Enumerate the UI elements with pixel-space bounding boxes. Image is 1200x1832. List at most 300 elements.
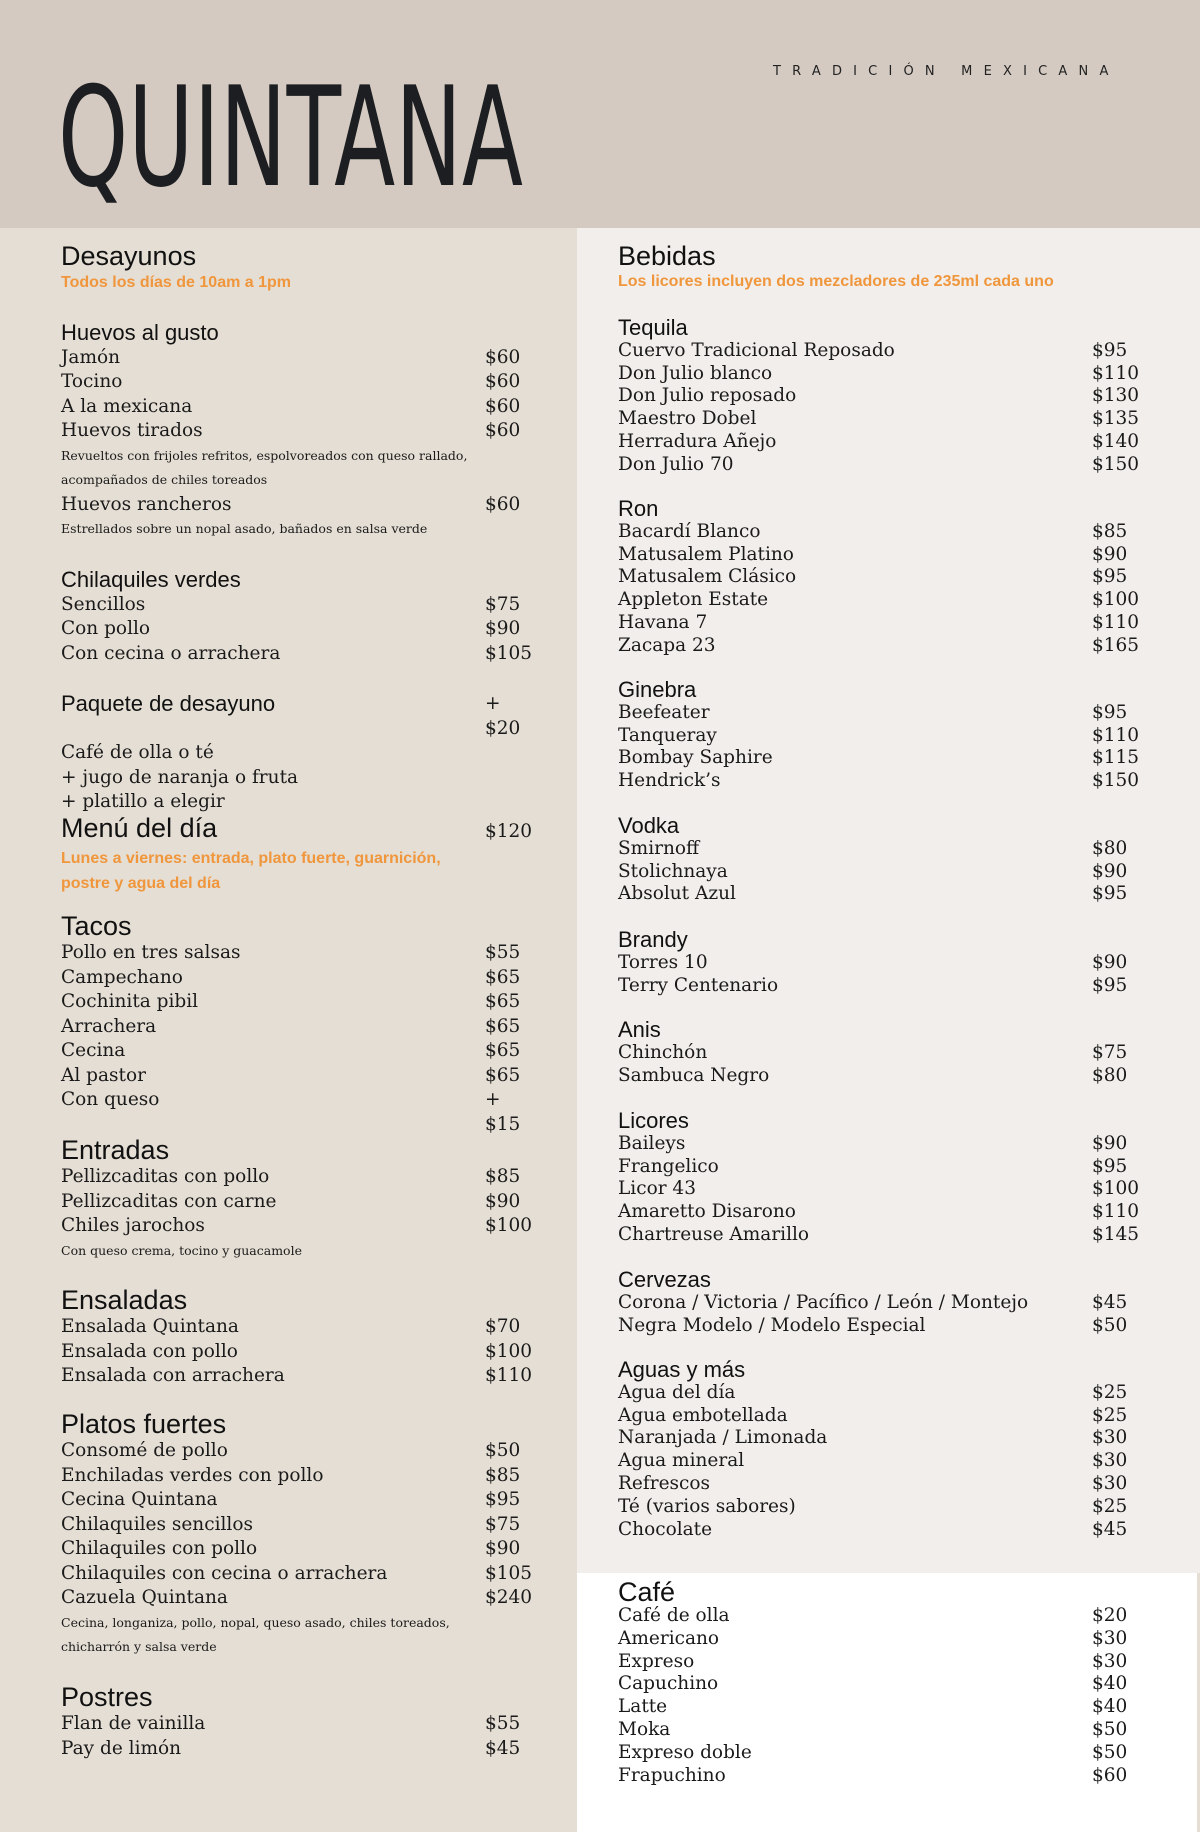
menu-item xyxy=(618,952,1138,975)
item-name: + platillo a elegir xyxy=(61,791,225,812)
item-name: Smirnoff xyxy=(618,837,700,859)
group-heading-row xyxy=(618,1269,1138,1292)
menu-item xyxy=(61,1039,541,1064)
item-name: Ensalada con arrachera xyxy=(61,1365,285,1386)
item-name: Pay de limón xyxy=(61,1737,182,1759)
item-name: Enchiladas verdes con pollo xyxy=(61,1464,324,1486)
menu-item xyxy=(618,521,1138,544)
group-heading-row xyxy=(618,815,1138,838)
menu-item xyxy=(618,1315,1138,1338)
item-name: Maestro Dobel xyxy=(618,408,757,430)
item-name: Don Julio reposado xyxy=(618,385,797,407)
menu-item xyxy=(61,1214,541,1239)
menu-item xyxy=(618,725,1138,748)
item-price: $50 xyxy=(1092,1741,1128,1763)
item-name: Latte xyxy=(618,1696,668,1718)
menu-item xyxy=(61,1586,541,1611)
menu-item xyxy=(61,1088,541,1137)
group-heading-row xyxy=(618,679,1138,702)
item-name: Té (varios sabores) xyxy=(618,1495,796,1517)
group-heading: Vodka xyxy=(618,813,680,838)
item-price: + $15 xyxy=(485,1089,521,1135)
item-name: Moka xyxy=(618,1718,671,1740)
item-name: Cazuela Quintana xyxy=(61,1587,228,1608)
item-price: $85 xyxy=(485,1166,521,1187)
menu-item xyxy=(618,1628,1138,1651)
item-price: $75 xyxy=(1092,1041,1128,1063)
item-price: $140 xyxy=(1092,430,1140,452)
item-name: Frapuchino xyxy=(618,1764,726,1786)
item-price: $80 xyxy=(1092,1064,1128,1086)
item-price: $30 xyxy=(1092,1450,1128,1472)
item-name: Zacapa 23 xyxy=(618,634,716,656)
menu-item xyxy=(61,1712,541,1737)
section-title: Entradas xyxy=(61,1135,170,1165)
section-title-row xyxy=(618,241,1138,271)
section-title-row xyxy=(61,1682,541,1712)
item-price: $100 xyxy=(1092,1178,1140,1200)
item-name: Tanqueray xyxy=(618,724,717,746)
menu-item xyxy=(618,566,1138,589)
menu-item xyxy=(618,770,1138,793)
item-name: Bacardí Blanco xyxy=(618,520,761,542)
menu-item xyxy=(618,861,1138,884)
group-heading: Aguas y más xyxy=(618,1357,746,1382)
item-price: $30 xyxy=(1092,1427,1128,1449)
item-price: $95 xyxy=(1092,339,1128,361)
menu-item xyxy=(618,1405,1138,1428)
item-name: Café de olla xyxy=(618,1605,730,1626)
menu-section xyxy=(618,679,1138,793)
menu-item xyxy=(618,544,1138,567)
menu-item xyxy=(618,1450,1138,1473)
section-title: Platos fuertes xyxy=(61,1409,227,1439)
menu-item xyxy=(61,1488,541,1513)
item-name: Baileys xyxy=(618,1132,686,1154)
section-title: Tacos xyxy=(61,911,132,941)
item-price: $45 xyxy=(1092,1291,1128,1313)
item-price: $40 xyxy=(1092,1696,1128,1718)
menu-section xyxy=(61,1409,541,1660)
menu-item xyxy=(61,990,541,1015)
item-price: $65 xyxy=(485,966,521,988)
menu-item xyxy=(61,790,541,815)
item-price: $60 xyxy=(1092,1764,1128,1786)
item-price: $130 xyxy=(1092,385,1140,407)
menu-item xyxy=(61,1537,541,1562)
item-name: Stolichnaya xyxy=(618,860,728,882)
menu-item xyxy=(618,702,1138,725)
item-price: $90 xyxy=(1092,860,1128,882)
item-price: $135 xyxy=(1092,408,1140,430)
item-name: Agua del día xyxy=(618,1381,736,1403)
menu-section xyxy=(61,911,541,1137)
item-price: $80 xyxy=(1092,837,1128,859)
menu-item xyxy=(61,1165,541,1190)
group-heading: Paquete de desayuno xyxy=(61,691,276,716)
menu-item xyxy=(618,1765,1138,1788)
item-price: $60 xyxy=(485,395,521,417)
group-heading: Licores xyxy=(618,1108,689,1133)
item-price: $90 xyxy=(485,618,521,639)
group-heading: Tequila xyxy=(618,315,688,340)
menu-item xyxy=(618,1605,1138,1628)
group-heading: Cervezas xyxy=(618,1267,711,1292)
group-heading-row xyxy=(618,1110,1138,1133)
item-name: Cecina xyxy=(61,1040,126,1061)
item-name: Torres 10 xyxy=(618,951,708,973)
item-price: $60 xyxy=(485,493,521,515)
item-price: $165 xyxy=(1092,634,1140,656)
item-price: $85 xyxy=(485,1464,521,1486)
item-price: $105 xyxy=(485,1562,533,1584)
item-price: $45 xyxy=(1092,1518,1128,1540)
menu-item xyxy=(618,1473,1138,1496)
item-name: Americano xyxy=(618,1627,720,1649)
svg-text:QUINTANA: QUINTANA xyxy=(58,57,523,218)
item-price: $30 xyxy=(1092,1472,1128,1494)
item-price: $65 xyxy=(485,1064,521,1086)
item-name: Chinchón xyxy=(618,1041,708,1063)
item-name: Sambuca Negro xyxy=(618,1064,770,1086)
item-name: Appleton Estate xyxy=(618,589,769,611)
item-price: $55 xyxy=(485,942,521,963)
item-price: $85 xyxy=(1092,520,1128,542)
group-heading: Brandy xyxy=(618,927,688,952)
menu-item xyxy=(61,741,541,766)
item-name: Cecina Quintana xyxy=(61,1489,218,1510)
menu-item xyxy=(61,493,541,518)
menu-section xyxy=(618,1579,1138,1787)
item-name: Herradura Añejo xyxy=(618,430,777,452)
item-name: Ensalada con pollo xyxy=(61,1340,238,1362)
section-note: Lunes a viernes: entrada, plato fuerte, guarnición, xyxy=(61,850,441,867)
menu-item xyxy=(61,346,541,371)
item-description: Estrellados sobre un nopal asado, bañados en salsa verde xyxy=(61,521,428,536)
item-price: $30 xyxy=(1092,1627,1128,1649)
section-title: Bebidas xyxy=(618,241,716,271)
item-price: $75 xyxy=(485,1513,521,1535)
menu-item xyxy=(61,1064,541,1089)
menu-section xyxy=(618,1110,1138,1247)
menu-section xyxy=(61,321,541,542)
item-name: Campechano xyxy=(61,966,183,988)
item-name: Tocino xyxy=(61,371,123,392)
item-price: $25 xyxy=(1092,1381,1128,1403)
menu-section xyxy=(618,1019,1138,1087)
menu-item xyxy=(618,1156,1138,1179)
menu-item xyxy=(618,612,1138,635)
item-name: Naranjada / Limonada xyxy=(618,1427,828,1449)
group-heading: Huevos al gusto xyxy=(61,320,219,345)
item-name: Huevos tirados xyxy=(61,420,203,441)
menu-item xyxy=(61,966,541,991)
menu-item xyxy=(618,1178,1138,1201)
menu-item xyxy=(61,1737,541,1762)
menu-item xyxy=(618,1292,1138,1315)
item-name: Con queso xyxy=(61,1089,160,1110)
item-name: Beefeater xyxy=(618,701,710,723)
item-price: $30 xyxy=(1092,1650,1128,1672)
item-price: $90 xyxy=(485,1190,521,1212)
item-price: $65 xyxy=(485,991,521,1012)
item-price: $150 xyxy=(1092,770,1140,792)
item-price: $90 xyxy=(1092,951,1128,973)
item-price: $95 xyxy=(1092,701,1128,723)
item-price: $90 xyxy=(1092,1132,1128,1154)
item-price: $65 xyxy=(485,1015,521,1037)
group-heading-row xyxy=(618,498,1138,521)
group-heading: Chilaquiles verdes xyxy=(61,567,241,592)
item-name: Amaretto Disarono xyxy=(618,1201,796,1223)
header xyxy=(0,0,1200,228)
menu-item xyxy=(61,1364,541,1389)
item-name: + jugo de naranja o fruta xyxy=(61,766,299,788)
item-price: $40 xyxy=(1092,1673,1128,1695)
item-name: Cuervo Tradicional Reposado xyxy=(618,339,895,361)
item-price: $55 xyxy=(485,1713,521,1734)
menu-item xyxy=(618,1673,1138,1696)
item-description: Cecina, longaniza, pollo, nopal, queso asado, chiles toreados, chicharrón y salsa verde xyxy=(61,1614,450,1654)
item-price: $25 xyxy=(1092,1404,1128,1426)
item-name: Ensalada Quintana xyxy=(61,1316,239,1337)
menu-item xyxy=(618,1042,1138,1065)
item-name: Huevos rancheros xyxy=(61,493,232,515)
item-price: $60 xyxy=(485,420,521,441)
item-name: Corona / Victoria / Pacífico / León / Montejo xyxy=(618,1291,1029,1313)
menu-item xyxy=(618,1496,1138,1519)
group-heading-row xyxy=(618,929,1138,952)
item-price: $240 xyxy=(485,1587,533,1608)
item-name: Don Julio 70 xyxy=(618,453,734,475)
quintana-logo xyxy=(58,57,538,218)
item-name: Café de olla o té xyxy=(61,742,214,763)
item-name: Licor 43 xyxy=(618,1178,696,1200)
item-price: $110 xyxy=(1092,1201,1140,1223)
item-price: $50 xyxy=(1092,1314,1128,1336)
item-description: Con queso crema, tocino y guacamole xyxy=(61,1242,302,1258)
item-name: Chiles jarochos xyxy=(61,1215,205,1236)
menu-item xyxy=(618,431,1138,454)
menu-section xyxy=(61,813,541,896)
menu-section xyxy=(61,1682,541,1761)
menu-item xyxy=(618,408,1138,431)
item-price: $95 xyxy=(1092,883,1128,905)
menu-item xyxy=(618,975,1138,998)
menu-item xyxy=(618,385,1138,408)
item-price: $95 xyxy=(1092,566,1128,588)
menu-item xyxy=(618,1519,1138,1542)
menu-item xyxy=(61,642,541,667)
item-name: Terry Centenario xyxy=(618,974,779,996)
section-note: Todos los días de 10am a 1pm xyxy=(61,274,291,291)
menu-item xyxy=(61,1340,541,1365)
item-price: $20 xyxy=(1092,1605,1128,1626)
menu-item xyxy=(618,1427,1138,1450)
menu-item xyxy=(618,883,1138,906)
item-name: A la mexicana xyxy=(61,395,193,417)
item-price: $110 xyxy=(1092,362,1140,384)
group-heading-row xyxy=(61,568,541,593)
menu-item xyxy=(61,1513,541,1538)
section-price: $120 xyxy=(485,821,533,842)
menu-item xyxy=(618,363,1138,386)
menu-item xyxy=(61,1562,541,1587)
menu-section xyxy=(61,1135,541,1263)
group-heading: Anis xyxy=(618,1017,661,1042)
menu-item xyxy=(61,766,541,791)
menu-item xyxy=(61,1015,541,1040)
menu-item xyxy=(61,395,541,420)
item-price: $95 xyxy=(1092,1155,1128,1177)
item-name: Chocolate xyxy=(618,1518,713,1540)
menu-item xyxy=(61,1190,541,1215)
menu-item xyxy=(61,1439,541,1464)
item-price: $90 xyxy=(1092,543,1128,565)
item-price: $100 xyxy=(1092,589,1140,611)
item-price: $105 xyxy=(485,642,533,664)
item-name: Jamón xyxy=(61,346,121,368)
item-name: Con cecina o arrachera xyxy=(61,642,281,664)
section-note: postre y agua del día xyxy=(61,874,221,892)
item-name: Pellizcaditas con carne xyxy=(61,1190,277,1212)
menu-section xyxy=(618,498,1138,658)
item-name: Absolut Azul xyxy=(618,883,736,905)
section-title: Café xyxy=(618,1577,676,1607)
item-name: Expreso xyxy=(618,1650,695,1672)
section-title-row xyxy=(61,813,541,847)
menu-section xyxy=(61,568,541,666)
item-name: Pollo en tres salsas xyxy=(61,942,241,963)
item-price: $60 xyxy=(485,371,521,392)
item-price: $115 xyxy=(1092,747,1140,769)
item-name: Don Julio blanco xyxy=(618,362,773,384)
item-name: Pellizcaditas con pollo xyxy=(61,1166,270,1187)
menu-section xyxy=(618,1269,1138,1337)
group-price: + $20 xyxy=(485,693,521,739)
menu-item xyxy=(618,1382,1138,1405)
item-name: Al pastor xyxy=(61,1064,146,1086)
item-price: $100 xyxy=(485,1340,533,1362)
item-description: Revueltos con frijoles refritos, espolvoreados con queso rallado, acompañados de chiles toreados xyxy=(61,447,468,487)
group-heading-row xyxy=(618,317,1138,340)
menu-item xyxy=(618,1224,1138,1247)
item-name: Capuchino xyxy=(618,1673,719,1695)
menu-section xyxy=(618,815,1138,906)
group-heading-row xyxy=(61,692,541,741)
menu-item xyxy=(618,635,1138,658)
section-title: Ensaladas xyxy=(61,1285,188,1315)
menu-item xyxy=(618,1065,1138,1088)
menu-section xyxy=(618,317,1138,477)
item-price: $65 xyxy=(485,1040,521,1061)
item-name: Bombay Saphire xyxy=(618,747,773,769)
menu-item xyxy=(618,1133,1138,1156)
menu-section xyxy=(618,1359,1138,1541)
item-name: Consomé de pollo xyxy=(61,1440,228,1461)
item-name: Matusalem Platino xyxy=(618,543,794,565)
item-price: $145 xyxy=(1092,1223,1140,1245)
item-name: Hendrick’s xyxy=(618,770,721,792)
item-price: $110 xyxy=(485,1365,533,1386)
menu-item xyxy=(618,1651,1138,1674)
item-price: $110 xyxy=(1092,724,1140,746)
menu-item xyxy=(618,1742,1138,1765)
tagline: TRADICIÓN MEXICANA xyxy=(773,64,1120,79)
item-name: Havana 7 xyxy=(618,611,708,633)
item-price: $75 xyxy=(485,593,521,615)
section-note: Los licores incluyen dos mezcladores de 235ml cada uno xyxy=(618,273,1054,290)
section-title-row xyxy=(61,241,541,271)
item-name: Negra Modelo / Modelo Especial xyxy=(618,1314,926,1336)
section-title: Postres xyxy=(61,1682,153,1712)
menu-item xyxy=(61,593,541,618)
group-heading-row xyxy=(618,1019,1138,1042)
item-name: Expreso doble xyxy=(618,1741,752,1763)
item-name: Arrachera xyxy=(61,1015,157,1037)
item-name: Cochinita pibil xyxy=(61,991,199,1012)
menu-item xyxy=(61,617,541,642)
section-title-row xyxy=(61,1285,541,1315)
section-title-row xyxy=(618,1579,1138,1605)
item-name: Sencillos xyxy=(61,593,146,615)
group-heading-row xyxy=(618,1359,1138,1382)
menu-item xyxy=(618,1696,1138,1719)
menu-item xyxy=(61,1315,541,1340)
group-heading: Ron xyxy=(618,496,659,521)
group-heading: Ginebra xyxy=(618,677,697,702)
item-price: $100 xyxy=(485,1215,533,1236)
menu-item xyxy=(618,747,1138,770)
item-name: Matusalem Clásico xyxy=(618,566,797,588)
group-heading-row xyxy=(61,321,541,346)
item-name: Agua embotellada xyxy=(618,1404,788,1426)
menu-item xyxy=(618,838,1138,861)
menu-section xyxy=(618,241,1138,293)
item-name: Con pollo xyxy=(61,618,151,639)
item-price: $110 xyxy=(1092,611,1140,633)
item-price: $95 xyxy=(1092,974,1128,996)
menu-item xyxy=(618,340,1138,363)
item-name: Chilaquiles con cecina o arrachera xyxy=(61,1562,388,1584)
menu-section xyxy=(61,692,541,815)
section-title: Desayunos xyxy=(61,241,197,271)
section-title-row xyxy=(61,1135,541,1165)
menu-item xyxy=(61,941,541,966)
menu-section xyxy=(618,929,1138,997)
menu-item xyxy=(61,370,541,395)
item-price: $95 xyxy=(485,1489,521,1510)
item-name: Chilaquiles con pollo xyxy=(61,1538,258,1559)
item-name: Flan de vainilla xyxy=(61,1713,206,1734)
item-name: Agua mineral xyxy=(618,1450,745,1472)
section-title: Menú del día xyxy=(61,813,218,843)
section-title-row xyxy=(61,1409,541,1439)
menu-item xyxy=(618,1201,1138,1224)
menu-item xyxy=(61,419,541,444)
item-price: $90 xyxy=(485,1538,521,1559)
menu-item xyxy=(618,454,1138,477)
item-price: $50 xyxy=(485,1440,521,1461)
item-price: $25 xyxy=(1092,1495,1128,1517)
section-title-row xyxy=(61,911,541,941)
item-price: $50 xyxy=(1092,1718,1128,1740)
item-name: Frangelico xyxy=(618,1155,719,1177)
item-price: $70 xyxy=(485,1316,521,1337)
item-name: Refrescos xyxy=(618,1472,711,1494)
item-name: Chartreuse Amarillo xyxy=(618,1223,810,1245)
item-price: $150 xyxy=(1092,453,1140,475)
